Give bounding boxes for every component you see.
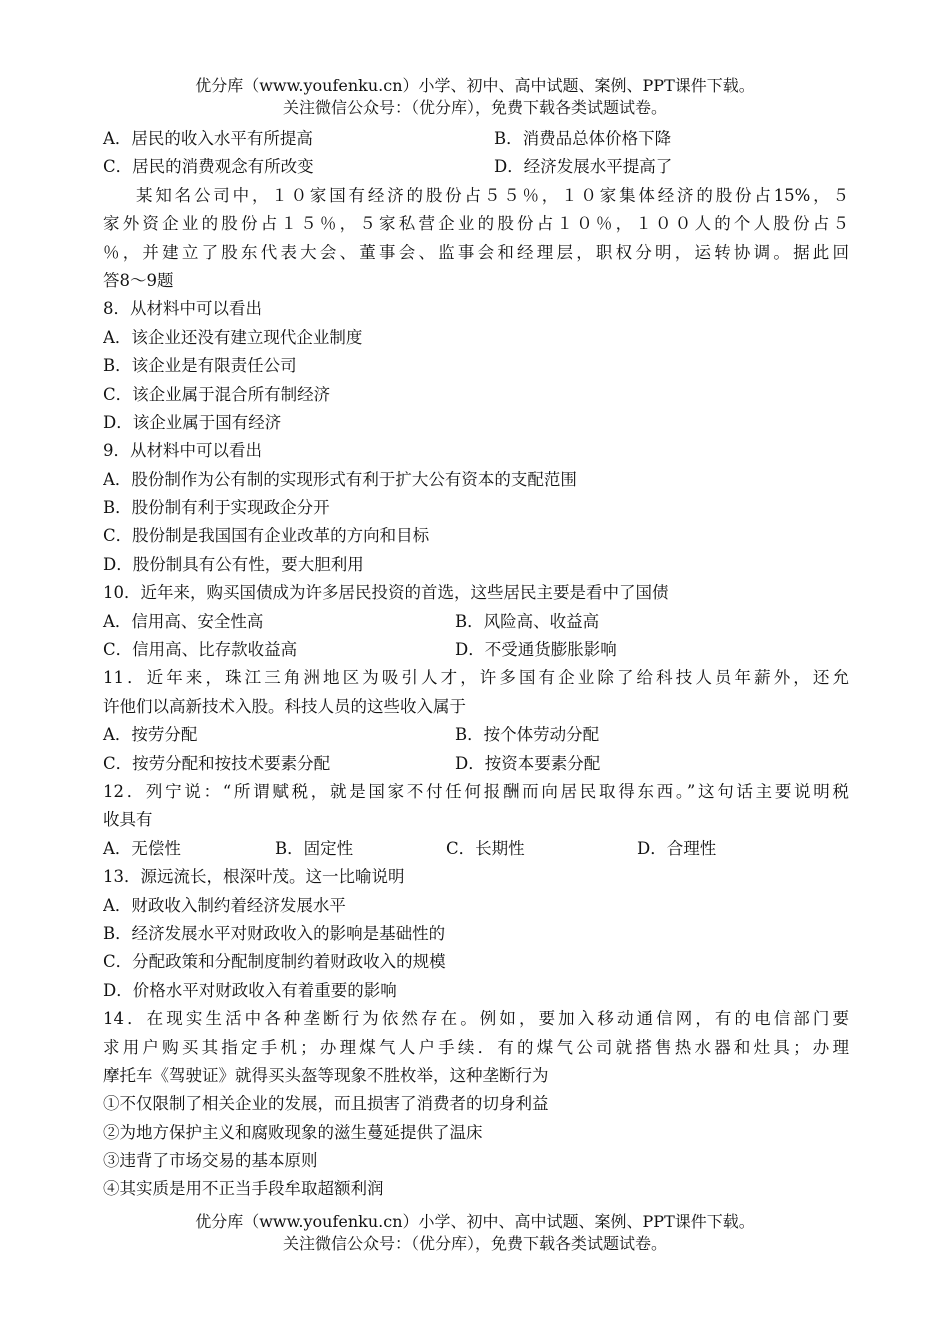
q11-options-row-1 bbox=[103, 721, 849, 749]
q10-option-d: D．不受通货膨胀影响 bbox=[455, 640, 617, 660]
q13-option: A．财政收入制约着经济发展水平 bbox=[103, 895, 346, 915]
q14-stem-line: 14．在现实生活中各种垄断行为依然存在。例如，要加入移动通信网，有的电信部门要 bbox=[103, 1009, 849, 1029]
q12-stem-line: 收具有 bbox=[103, 810, 153, 830]
q8-option: B．该企业是有限责任公司 bbox=[103, 356, 297, 376]
q11-option-a: A．按劳分配 bbox=[103, 725, 198, 745]
q13-stem: 13．源远流长，根深叶茂。这一比喻说明 bbox=[103, 867, 405, 887]
q14-item: ①不仅限制了相关企业的发展，而且损害了消费者的切身利益 bbox=[103, 1094, 549, 1114]
q11-option-c: C．按劳分配和按技术要素分配 bbox=[103, 753, 331, 773]
q7-option-b: B．消费品总体价格下降 bbox=[494, 129, 672, 148]
q14-item: ④其实质是用不正当手段牟取超额利润 bbox=[103, 1179, 384, 1199]
q10-option-c: C．信用高、比存款收益高 bbox=[103, 640, 298, 660]
exam-content bbox=[103, 125, 849, 1204]
footer-line-2: 关注微信公众号：（优分库），免费下载各类试题试卷。 bbox=[282, 1234, 667, 1253]
q9-option: B．股份制有利于实现政企分开 bbox=[103, 498, 330, 518]
q13-option: D．价格水平对财政收入有着重要的影响 bbox=[103, 980, 397, 1000]
material-line: 答8～9题 bbox=[103, 270, 174, 290]
material-line: ％，并建立了股东代表大会、董事会、监事会和经理层，职权分明，运转协调。据此回 bbox=[103, 242, 849, 262]
q7-option-d: D．经济发展水平提高了 bbox=[494, 157, 673, 177]
q7-options-row-1 bbox=[103, 125, 849, 153]
q8-stem: 8．从材料中可以看出 bbox=[103, 299, 262, 319]
q12-option-c: C．长期性 bbox=[446, 838, 525, 858]
q9-option: A．股份制作为公有制的实现形式有利于扩大公有资本的支配范围 bbox=[103, 469, 577, 489]
q12-option-d: D．合理性 bbox=[637, 838, 717, 858]
q11-option-d: D．按资本要素分配 bbox=[455, 753, 601, 773]
q8-option: A．该企业还没有建立现代企业制度 bbox=[103, 327, 363, 347]
q12-stem-line: 12．列宁说：“所谓赋税，就是国家不付任何报酬而向居民取得东西。”这句话主要说明税 bbox=[103, 781, 849, 801]
q14-stem-line: 求用户购买其指定手机；办理煤气人户手续．有的煤气公司就搭售热水器和灶具；办理 bbox=[103, 1037, 849, 1057]
q9-option: D．股份制具有公有性，要大胆利用 bbox=[103, 554, 364, 574]
q12-option-b: B．固定性 bbox=[275, 838, 354, 858]
q11-stem-line: 许他们以高新技术入股。科技人员的这些收入属于 bbox=[103, 696, 466, 716]
q14-item: ②为地方保护主义和腐败现象的滋生蔓延提供了温床 bbox=[103, 1122, 483, 1142]
q14-item: ③违背了市场交易的基本原则 bbox=[103, 1151, 318, 1171]
q8-option: D．该企业属于国有经济 bbox=[103, 412, 282, 432]
q7-option-c: C．居民的消费观念有所改变 bbox=[103, 157, 314, 177]
q7-options-row-2 bbox=[103, 153, 849, 181]
q13-option: B．经济发展水平对财政收入的影响是基础性的 bbox=[103, 923, 446, 943]
q11-options-row-2 bbox=[103, 750, 849, 778]
q10-option-b: B．风险高、收益高 bbox=[455, 611, 600, 631]
q14-stem-line: 摩托车《驾驶证》就得买头盔等现象不胜枚举，这种垄断行为 bbox=[103, 1065, 549, 1085]
header-line-1: 优分库（www.youfenku.cn）小学、初中、高中试题、案例、PPT课件下载。 bbox=[195, 76, 755, 95]
q10-options-row-2 bbox=[103, 636, 849, 664]
material-line: 某知名公司中，１０家国有经济的股份占５５％，１０家集体经济的股份占15%，５ bbox=[136, 185, 849, 205]
header-line-2: 关注微信公众号：（优分库），免费下载各类试题试卷。 bbox=[282, 98, 667, 117]
q10-options-row-1 bbox=[103, 608, 849, 636]
q8-option: C．该企业属于混合所有制经济 bbox=[103, 384, 331, 404]
q11-stem-line: 11．近年来，珠江三角洲地区为吸引人才，许多国有企业除了给科技人员年薪外，还允 bbox=[103, 668, 849, 688]
footer-line-1: 优分库（www.youfenku.cn）小学、初中、高中试题、案例、PPT课件下载。 bbox=[195, 1212, 755, 1231]
q10-option-a: A．信用高、安全性高 bbox=[103, 611, 264, 631]
q12-options-row bbox=[103, 835, 849, 863]
q13-option: C．分配政策和分配制度制约着财政收入的规模 bbox=[103, 952, 446, 972]
q12-option-a: A．无偿性 bbox=[103, 838, 181, 858]
q7-option-a: A．居民的收入水平有所提高 bbox=[103, 129, 313, 148]
q9-stem: 9．从材料中可以看出 bbox=[103, 441, 262, 461]
q11-option-b: B．按个体劳动分配 bbox=[455, 725, 600, 745]
material-line: 家外资企业的股份占１５％，５家私营企业的股份占１０％，１００人的个人股份占５ bbox=[103, 214, 849, 234]
q10-stem: 10．近年来，购买国债成为许多居民投资的首选，这些居民主要是看中了国债 bbox=[103, 583, 669, 603]
q9-option: C．股份制是我国国有企业改革的方向和目标 bbox=[103, 526, 430, 546]
